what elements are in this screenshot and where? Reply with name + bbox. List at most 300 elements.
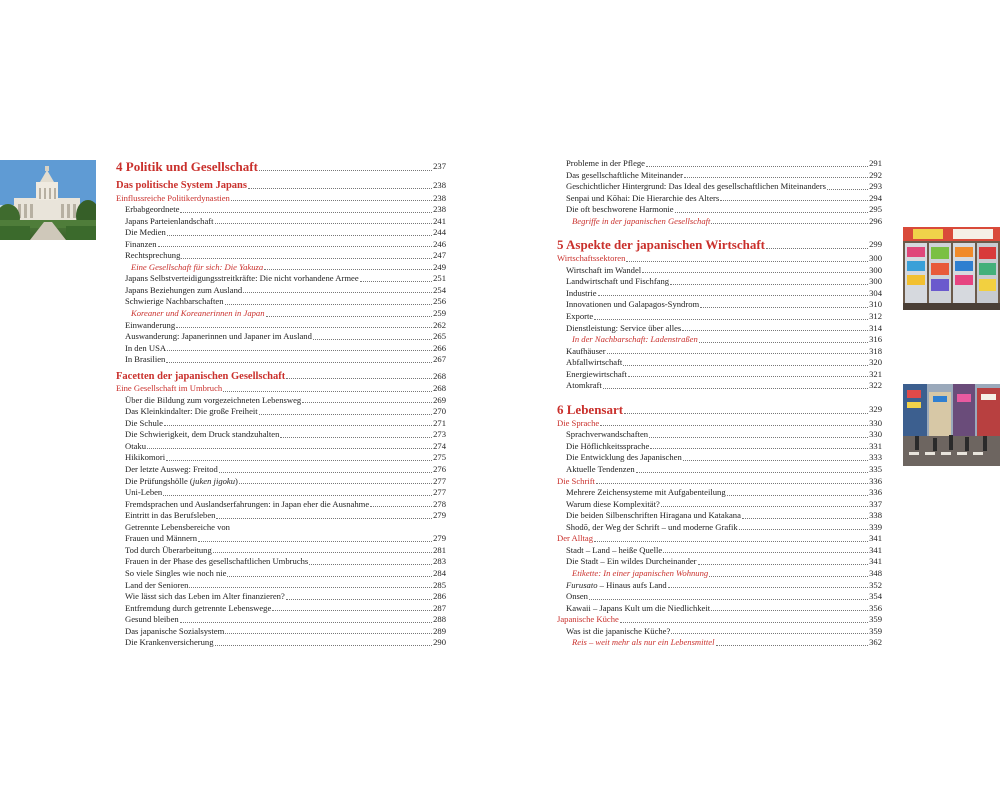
leader-dots <box>180 622 432 623</box>
toc-page-number: 289 <box>433 625 446 636</box>
toc-page-number: 341 <box>869 544 882 555</box>
leader-dots <box>215 223 433 224</box>
toc-page-number: 295 <box>869 204 882 215</box>
leader-dots <box>264 269 432 270</box>
leader-dots <box>603 388 868 389</box>
toc-entry <box>557 204 882 216</box>
toc-page-number: 238 <box>433 204 446 215</box>
toc-entry <box>557 545 882 557</box>
toc-entry <box>116 441 446 453</box>
toc-page-number: 266 <box>433 342 446 353</box>
leader-dots <box>642 272 868 273</box>
toc-page-number: 336 <box>869 475 882 486</box>
toc-entry-title: 6 Lebensart <box>557 401 624 417</box>
leader-dots <box>727 495 868 496</box>
leader-dots <box>624 413 868 414</box>
toc-entry <box>116 476 446 488</box>
leader-dots <box>684 177 868 178</box>
toc-entry-title: Kaufhäuser <box>566 345 606 356</box>
toc-page-number: 279 <box>433 510 446 521</box>
toc-entry-title: Die Höflichkeitssprache <box>566 440 650 451</box>
toc-entry <box>116 273 446 285</box>
toc-entry-title: Eintritt in das Berufsleben <box>125 510 216 521</box>
toc-entry <box>116 614 446 626</box>
toc-entry <box>116 637 446 649</box>
leader-dots <box>215 645 433 646</box>
toc-entry-title: Die Entwicklung des Japanischen <box>566 452 682 463</box>
toc-entry-title: Onsen <box>566 591 588 602</box>
toc-entry <box>116 179 446 193</box>
toc-page-number: 341 <box>869 533 882 544</box>
toc-entry <box>116 158 446 175</box>
toc-entry-title: Das japanische Sozialsystem <box>125 625 225 636</box>
toc-entry <box>116 556 446 568</box>
toc-entry-title: 5 Aspekte der japanischen Wirtschaft <box>557 237 766 253</box>
leader-dots <box>646 166 868 167</box>
toc-page-number: 356 <box>869 602 882 613</box>
toc-entry-title: Industrie <box>566 287 597 298</box>
toc-entry <box>116 580 446 592</box>
toc-entry-title: Land der Senioren <box>125 579 189 590</box>
toc-entry-title: Abfallwirtschaft <box>566 357 623 368</box>
leader-dots <box>198 541 432 542</box>
toc-page-number: 284 <box>433 567 446 578</box>
toc-entry-title: Atomkraft <box>566 380 602 391</box>
leader-dots <box>272 610 432 611</box>
toc-entry <box>557 533 882 545</box>
leader-dots <box>280 437 432 438</box>
toc-entry <box>557 236 882 253</box>
toc-entry <box>116 510 446 522</box>
toc-entry <box>557 334 882 346</box>
toc-entry-title: Finanzen <box>125 238 157 249</box>
toc-entry-title: Wirtschaftssektoren <box>557 253 626 264</box>
toc-page-number: 341 <box>869 556 882 567</box>
toc-entry <box>116 626 446 638</box>
toc-entry-title: Landwirtschaft und Fischfang <box>566 276 670 287</box>
toc-entry-title: Die Sprache <box>557 417 600 428</box>
toc-page-number: 318 <box>869 345 882 356</box>
diet-building-photo <box>0 160 96 240</box>
toc-entry-title: Gesund bleiben <box>125 614 179 625</box>
toc-entry-title: Das Kleinkindalter: Die große Freiheit <box>125 406 258 417</box>
toc-entry-title: Otaku <box>125 440 147 451</box>
toc-page-number: 281 <box>433 544 446 555</box>
leader-dots <box>225 633 432 634</box>
toc-entry-title: Innovationen und Galapagos-Syndrom <box>566 299 700 310</box>
leader-dots <box>309 564 432 565</box>
toc-page-number: 337 <box>869 498 882 509</box>
toc-entry <box>116 250 446 262</box>
leader-dots <box>600 425 868 426</box>
toc-page-number: 246 <box>433 238 446 249</box>
toc-page-number: 331 <box>869 440 882 451</box>
toc-entry-title: Die Medien <box>125 227 166 238</box>
toc-entry <box>557 429 882 441</box>
toc-page-number: 300 <box>869 276 882 287</box>
leader-dots <box>668 587 868 588</box>
toc-page-number: 359 <box>869 625 882 636</box>
toc-page-number: 354 <box>869 591 882 602</box>
leader-dots <box>661 506 868 507</box>
toc-entry-title: Japans Parteienlandschaft <box>125 215 214 226</box>
leader-dots <box>663 552 868 553</box>
toc-entry-title: Schwierige Nachbarschaften <box>125 296 224 307</box>
toc-page-number: 256 <box>433 296 446 307</box>
leader-dots <box>180 212 432 213</box>
toc-page-number: 269 <box>433 394 446 405</box>
leader-dots <box>628 376 868 377</box>
toc-entry-title: Das politische System Japans <box>116 180 247 191</box>
leader-dots <box>189 587 432 588</box>
toc-entry <box>116 533 446 545</box>
toc-page-number: 291 <box>869 158 882 168</box>
toc-entry-title: Tod durch Überarbeitung <box>125 544 212 555</box>
toc-entry-title: Senpai und Kōhai: Die Hierarchie des Alters <box>566 192 720 203</box>
leader-dots <box>594 541 868 542</box>
toc-entry-title: Hikikomori <box>125 452 166 463</box>
toc-page-number: 267 <box>433 354 446 365</box>
toc-entry <box>116 204 446 216</box>
toc-entry <box>557 346 882 358</box>
toc-entry-title: Mehrere Zeichensysteme mit Aufgabenteilung <box>566 487 726 498</box>
toc-entry <box>116 568 446 580</box>
toc-page-number: 362 <box>869 637 882 648</box>
toc-entry <box>116 343 446 355</box>
leader-dots <box>166 362 432 363</box>
toc-entry-title: Koreaner und Koreanerinnen in Japan <box>131 307 265 318</box>
toc-entry <box>557 357 882 369</box>
leader-dots <box>286 378 432 379</box>
toc-entry-title: Die Krankenversicherung <box>125 637 214 648</box>
toc-entry <box>116 591 446 603</box>
toc-entry-title: Erbabgeordnete <box>125 204 180 215</box>
toc-entry-title: Die beiden Silbenschriften Hiragana und Katakana <box>566 510 741 521</box>
toc-entry-title: Wirtschaft im Wandel <box>566 264 642 275</box>
toc-page-number: 339 <box>869 521 882 532</box>
toc-page-number: 300 <box>869 264 882 275</box>
leader-dots <box>216 518 432 519</box>
toc-entry <box>116 227 446 239</box>
toc-entry-title: Die Prüfungshölle (juken jigoku) <box>125 475 238 486</box>
leader-dots <box>594 319 868 320</box>
toc-page-number: 359 <box>869 614 882 625</box>
toc-page-number: 285 <box>433 579 446 590</box>
toc-entry <box>116 429 446 441</box>
toc-entry-title: Rechtsprechung <box>125 250 181 261</box>
toc-entry <box>557 401 882 418</box>
toc-entry <box>116 522 446 534</box>
leader-dots <box>636 472 868 473</box>
toc-page-number: 329 <box>869 403 882 414</box>
toc-entry-title: In den USA <box>125 342 167 353</box>
leader-dots <box>370 506 432 507</box>
toc-entry <box>557 626 882 638</box>
leader-dots <box>213 552 432 553</box>
leader-dots <box>231 200 432 201</box>
toc-page-number: 314 <box>869 322 882 333</box>
toc-entry-title: Frauen in der Phase des gesellschaftlichen Umbruchs <box>125 556 309 567</box>
leader-dots <box>683 460 868 461</box>
toc-page-number: 322 <box>869 380 882 391</box>
leader-dots <box>167 350 432 351</box>
toc-entry-title: Eine Gesellschaft im Umbruch <box>116 383 223 394</box>
leader-dots <box>716 645 869 646</box>
toc-entry-title: Japans Beziehungen zum Ausland <box>125 284 243 295</box>
toc-entry <box>557 216 882 228</box>
toc-entry-title: Die Stadt – Ein wildes Durcheinander <box>566 556 697 567</box>
toc-entry <box>116 262 446 274</box>
toc-entry-title: Der letzte Ausweg: Freitod <box>125 464 218 475</box>
toc-entry-title: Die Schwierigkeit, dem Druck standzuhalten <box>125 429 280 440</box>
toc-entry-title: Facetten der japanischen Gesellschaft <box>116 370 286 382</box>
toc-page-number: 352 <box>869 579 882 590</box>
toc-page-number: 276 <box>433 464 446 475</box>
toc-entry <box>557 580 882 592</box>
toc-entry-title: Begriffe in der japanischen Gesellschaft <box>572 215 711 226</box>
toc-entry <box>557 603 882 615</box>
toc-entry-title: Eine Gesellschaft für sich: Die Yakuza <box>131 261 264 272</box>
leader-dots <box>176 327 432 328</box>
leader-dots <box>711 223 868 224</box>
leader-dots <box>698 564 869 565</box>
toc-entry-title: Entfremdung durch getrennte Lebenswege <box>125 602 272 613</box>
toc-entry <box>116 308 446 320</box>
toc-right-column <box>557 158 882 649</box>
toc-page-number: 275 <box>433 452 446 463</box>
leader-dots <box>709 576 868 577</box>
toc-entry <box>116 193 446 205</box>
toc-page-number: 320 <box>869 357 882 368</box>
leader-dots <box>596 483 868 484</box>
leader-dots <box>302 402 432 403</box>
leader-dots <box>259 170 432 171</box>
toc-page-number: 338 <box>869 510 882 521</box>
leader-dots <box>682 330 868 331</box>
toc-entry-title: Sprachverwandschaften <box>566 429 649 440</box>
toc-left-column <box>116 158 446 649</box>
leader-dots <box>742 518 868 519</box>
toc-page-number: 262 <box>433 319 446 330</box>
leader-dots <box>227 576 432 577</box>
leader-dots <box>827 189 868 190</box>
toc-entry-title: Energiewirtschaft <box>566 368 627 379</box>
toc-page-number: 273 <box>433 429 446 440</box>
toc-entry-title: Uni-Leben <box>125 487 163 498</box>
toc-entry-title: Probleme in der Pflege <box>566 158 645 168</box>
toc-page-number: 244 <box>433 227 446 238</box>
toc-entry-title: Etikette: In einer japanischen Wohnung <box>572 567 709 578</box>
toc-page-number: 268 <box>433 370 446 381</box>
leader-dots <box>164 425 432 426</box>
toc-entry-title: Das gesellschaftliche Miteinander <box>566 169 683 180</box>
toc-entry <box>116 285 446 297</box>
toc-entry-title: Warum diese Komplexität? <box>566 498 660 509</box>
leader-dots <box>225 304 433 305</box>
leader-dots <box>766 248 868 249</box>
toc-entry <box>557 591 882 603</box>
toc-entry <box>116 320 446 332</box>
toc-page-number: 249 <box>433 261 446 272</box>
toc-entry <box>557 158 882 170</box>
toc-entry-title: Furusato – Hinaus aufs Land <box>566 579 667 590</box>
toc-entry-title: Die Schule <box>125 417 163 428</box>
toc-entry <box>557 476 882 488</box>
toc-entry-title: Reis – weit mehr als nur ein Lebensmittel <box>572 637 715 648</box>
leader-dots <box>286 599 432 600</box>
toc-page-number: 310 <box>869 299 882 310</box>
toc-page-number: 279 <box>433 533 446 544</box>
toc-entry <box>116 452 446 464</box>
toc-entry <box>116 354 446 366</box>
toc-entry <box>557 181 882 193</box>
toc-page-number: 299 <box>869 239 882 250</box>
toc-page-number: 271 <box>433 417 446 428</box>
toc-page-number: 312 <box>869 311 882 322</box>
toc-entry <box>557 614 882 626</box>
toc-entry-title: Über die Bildung zum vorgezeichneten Lebensweg <box>125 394 302 405</box>
toc-entry <box>116 370 446 384</box>
leader-dots <box>699 342 868 343</box>
toc-entry <box>116 464 446 476</box>
toc-entry <box>116 296 446 308</box>
toc-entry <box>116 216 446 228</box>
toc-entry-title: Einflussreiche Politikerdynastien <box>116 192 230 203</box>
leader-dots <box>720 200 868 201</box>
toc-entry <box>116 395 446 407</box>
leader-dots <box>147 448 432 449</box>
toc-entry <box>557 556 882 568</box>
toc-entry <box>116 331 446 343</box>
toc-entry <box>116 603 446 615</box>
leader-dots <box>163 495 432 496</box>
toc-entry-title: Die Schrift <box>557 475 595 486</box>
toc-page-number: 316 <box>869 334 882 345</box>
leader-dots <box>598 295 869 296</box>
toc-entry <box>557 637 882 649</box>
toc-entry <box>116 487 446 499</box>
leader-dots <box>158 246 433 247</box>
toc-page-number: 268 <box>433 383 446 394</box>
toc-entry <box>557 288 882 300</box>
toc-page-number: 238 <box>433 180 446 190</box>
leader-dots <box>620 622 868 623</box>
toc-page-number: 265 <box>433 331 446 342</box>
toc-entry <box>557 253 882 265</box>
toc-page-number: 247 <box>433 250 446 261</box>
toc-entry <box>557 452 882 464</box>
toc-page-number: 333 <box>869 452 882 463</box>
toc-entry-title: Shodō, der Weg der Schrift – und moderne Grafik <box>566 521 738 532</box>
leader-dots <box>248 188 432 189</box>
leader-dots <box>675 212 868 213</box>
toc-entry <box>557 464 882 476</box>
toc-page-number: 287 <box>433 602 446 613</box>
leader-dots <box>671 633 868 634</box>
toc-entry-title: Aktuelle Tendenzen <box>566 464 635 475</box>
toc-page-number: 330 <box>869 417 882 428</box>
toc-page-number: 241 <box>433 215 446 226</box>
toc-entry <box>116 383 446 395</box>
toc-page-number: 254 <box>433 284 446 295</box>
toc-entry <box>557 441 882 453</box>
leader-dots <box>739 529 868 530</box>
toc-page-number: 300 <box>869 253 882 264</box>
toc-page-number: 237 <box>433 161 446 171</box>
toc-entry <box>557 568 882 580</box>
toc-page-number: 330 <box>869 429 882 440</box>
toc-entry <box>557 418 882 430</box>
toc-entry-title: Wie lässt sich das Leben im Alter finanzieren? <box>125 591 285 602</box>
toc-entry <box>557 487 882 499</box>
toc-page-number: 296 <box>869 215 882 226</box>
leader-dots <box>650 448 868 449</box>
toc-entry-title: Auswanderung: Japanerinnen und Japaner im Ausland <box>125 331 312 342</box>
toc-page-number: 335 <box>869 464 882 475</box>
toc-entry <box>116 499 446 511</box>
toc-page-number: 251 <box>433 273 446 284</box>
toc-entry <box>557 311 882 323</box>
toc-entry-title: Geschichtlicher Hintergrund: Das Ideal des gesellschaftlichen Miteinanders <box>566 181 826 192</box>
toc-entry-title: So viele Singles wie noch nie <box>125 567 227 578</box>
toc-entry <box>557 276 882 288</box>
toc-entry-title: Der Alltag <box>557 533 594 544</box>
toc-entry-title: In Brasilien <box>125 354 166 365</box>
toc-page-number: 348 <box>869 567 882 578</box>
toc-entry-title: In der Nachbarschaft: Ladenstraßen <box>572 334 698 345</box>
leader-dots <box>589 599 868 600</box>
toc-entry-title: Was ist die japanische Küche? <box>566 625 671 636</box>
toc-entry <box>557 299 882 311</box>
street-crossing-photo <box>903 384 1000 466</box>
shop-front-photo <box>903 227 1000 310</box>
leader-dots <box>360 281 432 282</box>
toc-page-number: 277 <box>433 487 446 498</box>
toc-entry <box>557 369 882 381</box>
leader-dots <box>623 365 868 366</box>
toc-entry <box>116 406 446 418</box>
toc-entry-title: Japanische Küche <box>557 614 619 625</box>
toc-entry-title: Einwanderung <box>125 319 176 330</box>
toc-page-number: 293 <box>869 181 882 192</box>
toc-page-number: 278 <box>433 498 446 509</box>
toc-page-number: 304 <box>869 287 882 298</box>
toc-page-number: 274 <box>433 440 446 451</box>
toc-entry-title: Kawaii – Japans Kult um die Niedlichkeit <box>566 602 711 613</box>
toc-entry-title: 4 Politik und Gesellschaft <box>116 159 258 174</box>
leader-dots <box>259 414 432 415</box>
leader-dots <box>239 483 432 484</box>
toc-page-number: 270 <box>433 406 446 417</box>
toc-entry-title: Dienstleistung: Service über alles <box>566 322 682 333</box>
toc-entry <box>557 522 882 534</box>
toc-entry <box>557 170 882 182</box>
toc-entry <box>116 545 446 557</box>
toc-entry <box>557 323 882 335</box>
toc-page-number: 336 <box>869 487 882 498</box>
leader-dots <box>219 472 432 473</box>
toc-entry-title: Getrennte Lebensbereiche von <box>125 521 230 532</box>
toc-entry <box>557 380 882 392</box>
toc-entry-title: Exporte <box>566 311 594 322</box>
toc-page-number: 283 <box>433 556 446 567</box>
toc-entry <box>557 265 882 277</box>
toc-entry-title: Stadt – Land – heiße Quelle <box>566 544 663 555</box>
toc-entry-title: Die oft beschworene Harmonie <box>566 204 674 215</box>
toc-page-number: 294 <box>869 192 882 203</box>
leader-dots <box>649 437 868 438</box>
toc-entry <box>557 499 882 511</box>
